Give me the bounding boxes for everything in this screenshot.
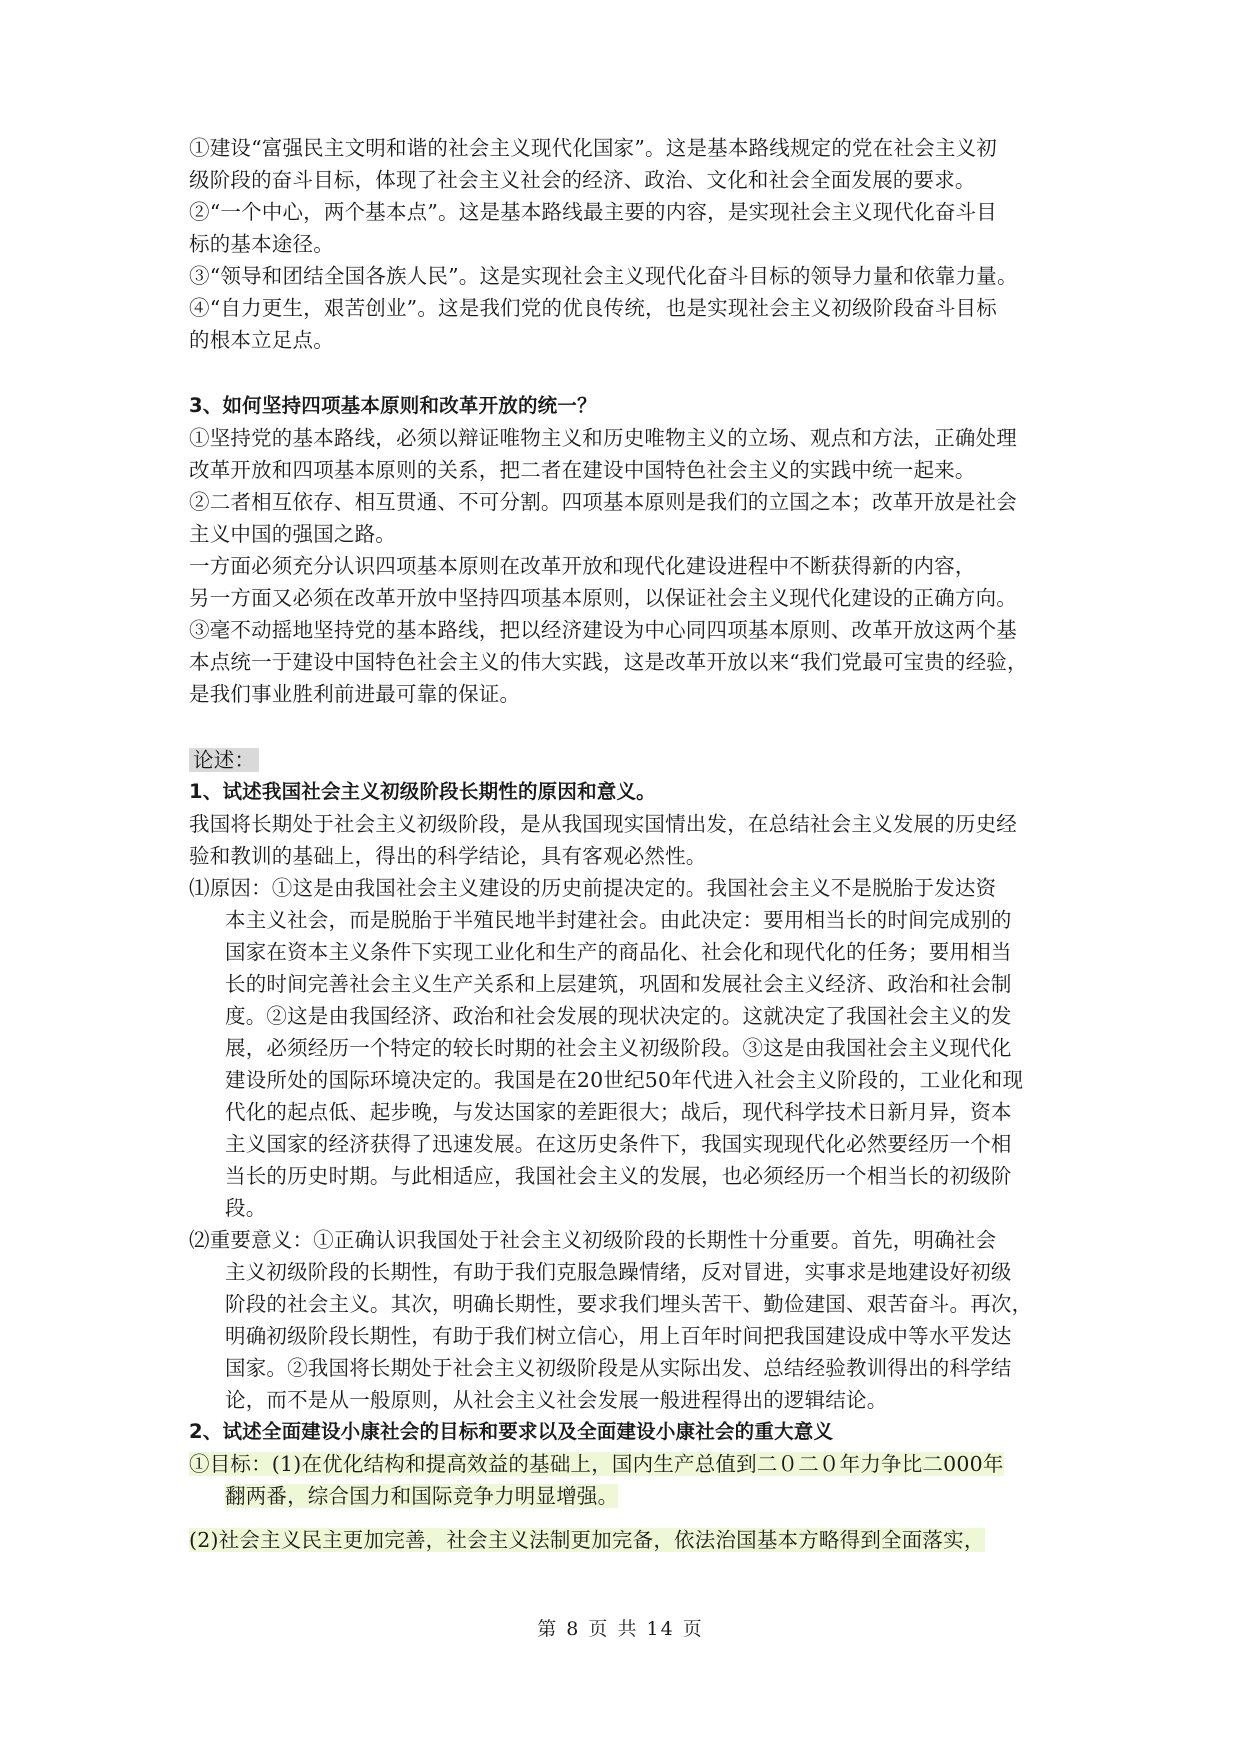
paragraph-line: 阶段的社会主义。其次，明确长期性，要求我们埋头苦干、勤俭建国、艰苦奋斗。再次， bbox=[225, 1292, 1033, 1316]
paragraph-line: ④“自力更生，艰苦创业”。这是我们党的优良传统，也是实现社会主义初级阶段奋斗目标 bbox=[189, 296, 997, 320]
paragraph-line: 本主义社会，而是脱胎于半殖民地半封建社会。由此决定：要用相当长的时间完成别的 bbox=[225, 908, 1012, 932]
paragraph-line: 改革开放和四项基本原则的关系，把二者在建设中国特色社会主义的实践中统一起来。 bbox=[189, 458, 976, 482]
page-footer: 第 8 页 共 14 页 bbox=[537, 1618, 704, 1640]
paragraph-line: 级阶段的奋斗目标，体现了社会主义社会的经济、政治、文化和社会全面发展的要求。 bbox=[189, 168, 976, 192]
paragraph-line: ③毫不动摇地坚持党的基本路线，把以经济建设为中心同四项基本原则、改革开放这两个基 bbox=[189, 618, 1017, 642]
paragraph-line: ①建设“富强民主文明和谐的社会主义现代化国家”。这是基本路线规定的党在社会主义初 bbox=[189, 136, 997, 160]
paragraph-line: 段。 bbox=[225, 1196, 267, 1220]
paragraph-line: 标的基本途径。 bbox=[189, 232, 334, 256]
paragraph-line bbox=[189, 1524, 985, 1556]
paragraph-line: 验和教训的基础上，得出的科学结论，具有客观必然性。 bbox=[189, 844, 707, 868]
section-heading-label: 论述： bbox=[189, 748, 259, 772]
paragraph-line: 是我们事业胜利前进最可靠的保证。 bbox=[189, 682, 521, 706]
paragraph-line: 另一方面又必须在改革开放中坚持四项基本原则，以保证社会主义现代化建设的正确方向。 bbox=[189, 586, 1017, 610]
paragraph-line bbox=[225, 1480, 618, 1512]
paragraph-line: ③“领导和团结全国各族人民”。这是实现社会主义现代化奋斗目标的领导力量和依靠力量。 bbox=[189, 264, 1018, 288]
essay-1-title: 1、试述我国社会主义初级阶段长期性的原因和意义。 bbox=[189, 780, 656, 803]
paragraph-line: 当长的历史时期。与此相适应，我国社会主义的发展，也必须经历一个相当长的初级阶 bbox=[225, 1164, 1012, 1188]
paragraph-line: 论，而不是从一般原则，从社会主义社会发展一般进程得出的逻辑结论。 bbox=[225, 1388, 888, 1412]
paragraph-line: 的根本立足点。 bbox=[189, 328, 334, 352]
paragraph-line: 建设所处的国际环境决定的。我国是在20世纪50年代进入社会主义阶段的，工业化和现 bbox=[225, 1068, 1024, 1092]
paragraph-line: ②“一个中心，两个基本点”。这是基本路线最主要的内容，是实现社会主义现代化奋斗目 bbox=[189, 200, 997, 224]
highlighted-text: (2)社会主义民主更加完善，社会主义法制更加完备，依法治国基本方略得到全面落实， bbox=[189, 1528, 985, 1552]
paragraph-line: 本点统一于建设中国特色社会主义的伟大实践，这是改革开放以来“我们党最可宝贵的经验， bbox=[189, 650, 1028, 674]
paragraph-line: 度。②这是由我国经济、政治和社会发展的现状决定的。这就决定了我国社会主义的发 bbox=[225, 1004, 1012, 1028]
paragraph-line: 国家。②我国将长期处于社会主义初级阶段是从实际出发、总结经验教训得出的科学结 bbox=[225, 1356, 1012, 1380]
question-3-title: 3、如何坚持四项基本原则和改革开放的统一？ bbox=[189, 394, 597, 417]
section-heading bbox=[189, 744, 259, 776]
essay-2-title: 2、试述全面建设小康社会的目标和要求以及全面建设小康社会的重大意义 bbox=[189, 1420, 834, 1443]
paragraph-line: ⑴原因：①这是由我国社会主义建设的历史前提决定的。我国社会主义不是脱胎于发达资 bbox=[189, 876, 997, 900]
paragraph-line: 长的时间完善社会主义生产关系和上层建筑，巩固和发展社会主义经济、政治和社会制 bbox=[225, 972, 1012, 996]
paragraph-line: 主义中国的强国之路。 bbox=[189, 522, 396, 546]
paragraph-line: 主义国家的经济获得了迅速发展。在这历史条件下，我国实现现代化必然要经历一个相 bbox=[225, 1132, 1012, 1156]
paragraph-line: 展，必须经历一个特定的较长时期的社会主义初级阶段。③这是由我国社会主义现代化 bbox=[225, 1036, 1012, 1060]
paragraph-line: ⑵重要意义：①正确认识我国处于社会主义初级阶段的长期性十分重要。首先，明确社会 bbox=[189, 1228, 997, 1252]
paragraph-line: 明确初级阶段长期性，有助于我们树立信心，用上百年时间把我国建设成中等水平发达 bbox=[225, 1324, 1012, 1348]
paragraph-line: 代化的起点低、起步晚，与发达国家的差距很大；战后，现代科学技术日新月异，资本 bbox=[225, 1100, 1012, 1124]
paragraph-line: 我国将长期处于社会主义初级阶段，是从我国现实国情出发，在总结社会主义发展的历史经 bbox=[189, 812, 1017, 836]
paragraph-line: 国家在资本主义条件下实现工业化和生产的商品化、社会化和现代化的任务；要用相当 bbox=[225, 940, 1012, 964]
paragraph-line: 主义初级阶段的长期性，有助于我们克服急躁情绪，反对冒进，实事求是地建设好初级 bbox=[225, 1260, 1012, 1284]
paragraph-line: 一方面必须充分认识四项基本原则在改革开放和现代化建设进程中不断获得新的内容， bbox=[189, 554, 976, 578]
paragraph-line: ②二者相互依存、相互贯通、不可分割。四项基本原则是我们的立国之本；改革开放是社会 bbox=[189, 490, 1017, 514]
paragraph-line bbox=[189, 1448, 1004, 1480]
highlighted-text: 翻两番，综合国力和国际竞争力明显增强。 bbox=[225, 1484, 619, 1508]
highlighted-text: ①目标：(1)在优化结构和提高效益的基础上，国内生产总值到二０二０年力争比二000年 bbox=[189, 1452, 1004, 1476]
paragraph-line: ①坚持党的基本路线，必须以辩证唯物主义和历史唯物主义的立场、观点和方法，正确处理 bbox=[189, 426, 1017, 450]
